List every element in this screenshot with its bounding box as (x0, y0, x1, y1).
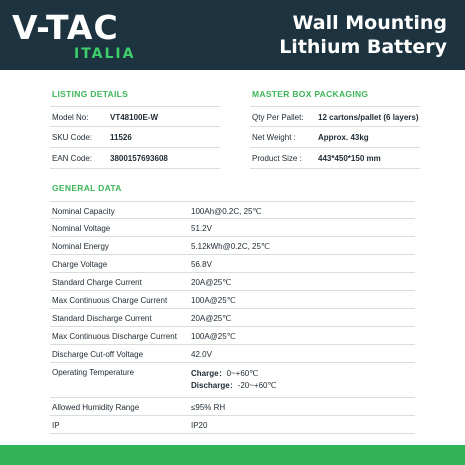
spec-value: 42.0V (191, 350, 212, 359)
brand-logo (12, 8, 162, 64)
discharge-temperature (191, 380, 276, 392)
packaging-label: Net Weight : (252, 133, 296, 142)
spec-label: Operating Temperature (52, 368, 135, 377)
spec-label: Standard Discharge Current (52, 314, 152, 323)
brand-sub: ITALIA (74, 46, 136, 62)
title-line-1: Wall Mounting (292, 12, 447, 34)
spec-label: Discharge Cut-off Voltage (52, 350, 144, 359)
spec-row (50, 327, 415, 345)
spec-value: 20A@25℃ (191, 314, 232, 323)
spec-value: 100A@25℃ (191, 332, 236, 341)
spec-label: Nominal Capacity (52, 207, 115, 216)
spec-row (50, 398, 415, 416)
packaging-value: 12 cartons/pallet (6 layers) (318, 113, 419, 122)
spec-row (50, 255, 415, 273)
packaging-label: Product Size : (252, 154, 302, 163)
discharge-label: Discharge： (191, 381, 238, 390)
master-box-packaging (250, 106, 420, 169)
spec-value: 20A@25℃ (191, 278, 232, 287)
spec-value: 51.2V (191, 224, 212, 233)
packaging-label: Qty Per Pallet: (252, 113, 304, 122)
spec-value: 5.12kWh@0.2C, 25℃ (191, 242, 270, 251)
listing-row (50, 127, 220, 148)
spec-row (50, 416, 415, 434)
spec-label: Nominal Energy (52, 242, 109, 251)
footer-bar (0, 445, 465, 465)
brand-name: V-TAC (12, 8, 119, 47)
packaging-row (250, 127, 420, 148)
spec-label: Nominal Voltage (52, 224, 111, 233)
listing-row (50, 106, 220, 127)
spec-value: 100Ah@0.2C, 25℃ (191, 207, 262, 216)
discharge-value: -20~+60℃ (237, 381, 277, 390)
listing-value: VT48100E-W (110, 113, 159, 122)
spec-value: 56.8V (191, 260, 212, 269)
spec-row (50, 345, 415, 363)
spec-row (50, 219, 415, 237)
packaging-heading: MASTER BOX PACKAGING (252, 89, 369, 99)
title-line-2: Lithium Battery (279, 36, 447, 58)
packaging-row (250, 148, 420, 169)
charge-value: 0~+60℃ (226, 369, 259, 378)
general-data-table (50, 201, 415, 434)
listing-value: 3800157693608 (110, 154, 168, 163)
spec-label: Max Continuous Charge Current (52, 296, 168, 305)
spec-value: 100A@25℃ (191, 296, 236, 305)
spec-row (50, 363, 415, 398)
spec-label: IP (52, 421, 60, 430)
listing-value: 11526 (110, 133, 132, 142)
spec-label: Max Continuous Discharge Current (52, 332, 177, 341)
page-title (279, 11, 447, 59)
spec-label: Charge Voltage (52, 260, 108, 269)
spec-row (50, 309, 415, 327)
listing-label: EAN Code: (52, 154, 93, 163)
charge-label: Charge： (191, 369, 227, 378)
packaging-value: 443*450*150 mm (318, 154, 381, 163)
spec-label: Allowed Humidity Range (52, 403, 140, 412)
general-data-heading: GENERAL DATA (52, 183, 122, 193)
spec-value: IP20 (191, 421, 208, 430)
listing-row (50, 148, 220, 169)
header-banner (0, 0, 465, 70)
listing-label: Model No: (52, 113, 89, 122)
listing-label: SKU Code: (52, 133, 93, 142)
spec-value: ≤95% RH (191, 403, 226, 412)
packaging-value: Approx. 43kg (318, 133, 369, 142)
charge-temperature (191, 368, 276, 380)
listing-details (50, 106, 220, 169)
listing-heading: LISTING DETAILS (52, 89, 129, 99)
spec-label: Standard Charge Current (52, 278, 142, 287)
spec-row (50, 237, 415, 255)
spec-row (50, 201, 415, 219)
spec-row (50, 273, 415, 291)
spec-row (50, 291, 415, 309)
packaging-row (250, 106, 420, 127)
spec-value (191, 368, 276, 392)
